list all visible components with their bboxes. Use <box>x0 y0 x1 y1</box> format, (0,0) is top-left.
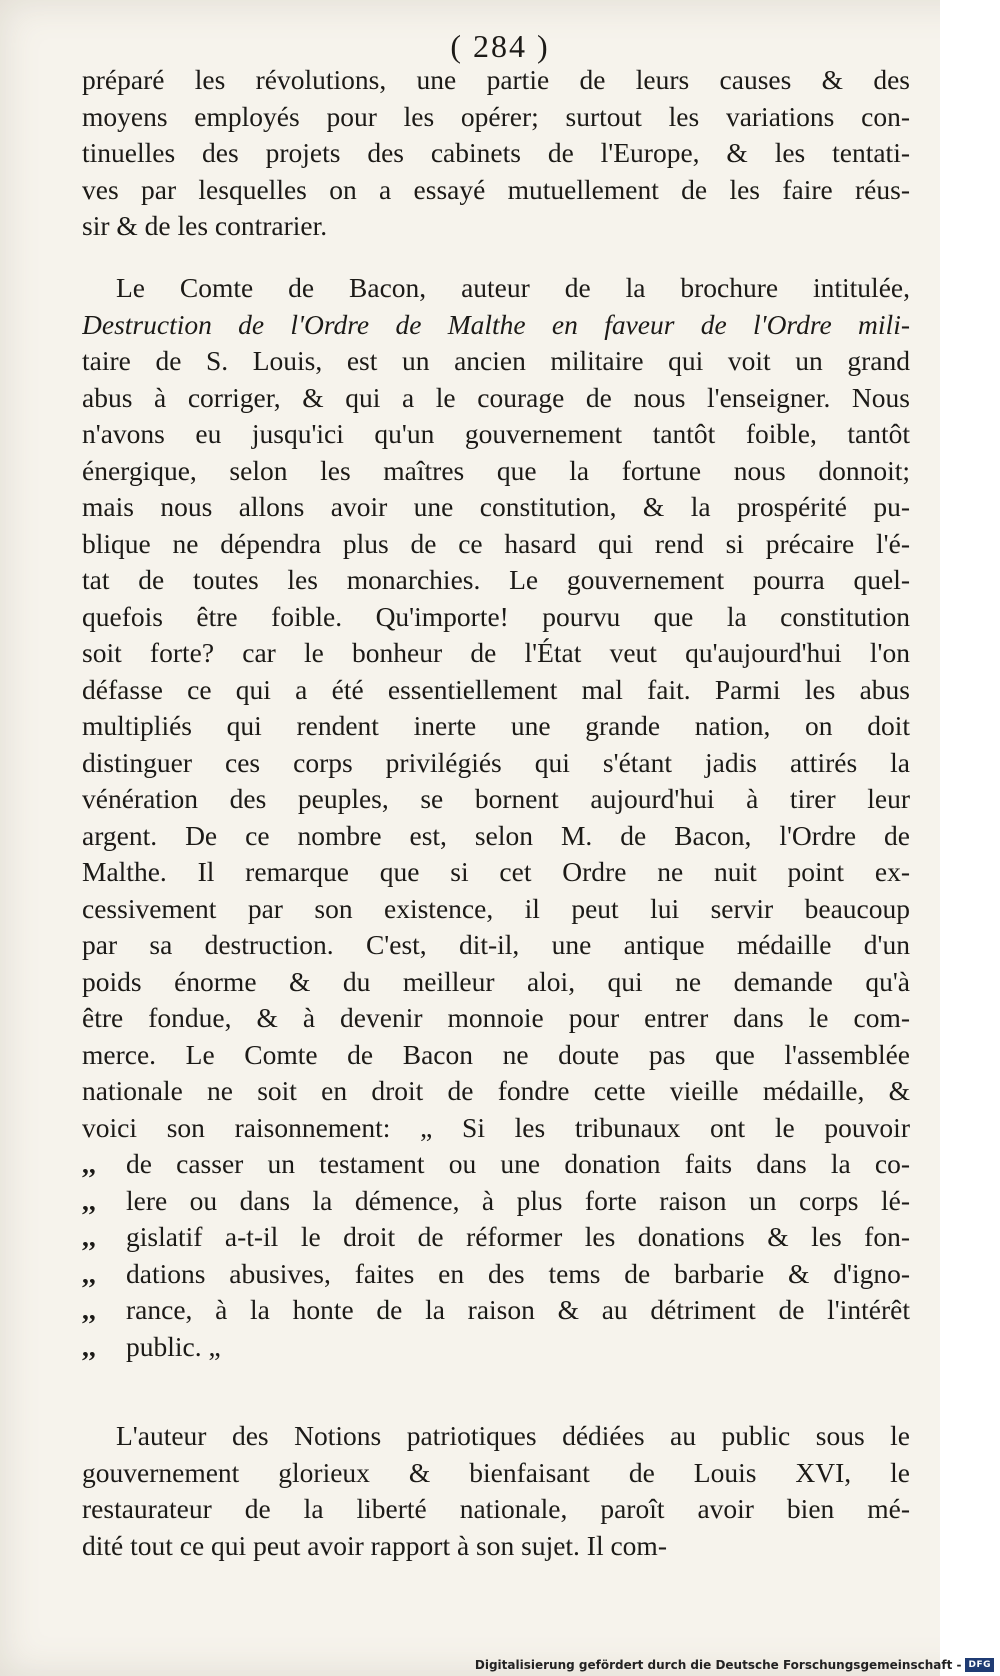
text-line: cessivement par son existence, il peut lui servir beaucoup <box>82 892 910 924</box>
dfg-logo-icon: DFG <box>965 1658 994 1672</box>
quoted-line <box>82 1146 910 1183</box>
text-line: L'auteur des Notions patriotiques dédiées au public sous le <box>116 1420 910 1451</box>
text-line: moyens employés pour les opérer; surtout les variations con- <box>82 100 910 132</box>
text-line: poids énorme & du meilleur aloi, qui ne demande qu'à <box>82 965 910 997</box>
quote-mark: ,, <box>82 1184 96 1216</box>
digitization-credit <box>475 1658 994 1672</box>
text-line: multipliés qui rendent inerte une grande nation, on doit <box>82 710 910 741</box>
quoted-text: public. „ <box>126 1330 221 1362</box>
quoted-line <box>82 1292 910 1329</box>
text-line: merce. Le Comte de Bacon ne doute pas que l'assemblée <box>82 1038 910 1070</box>
text-line: mais nous allons avoir une constitution, & la prospérité pu- <box>82 491 910 522</box>
text-line: distinguer ces corps privilégiés qui s'étant jadis attirés la <box>82 746 910 778</box>
text-line: être fondue, & à devenir monnoie pour entrer dans le com- <box>82 1002 910 1033</box>
text-line: sir & de les contrarier. <box>82 210 328 241</box>
quoted-text: rance, à la honte de la raison & au détriment de l'intérêt <box>126 1294 910 1325</box>
quote-mark: ,, <box>82 1257 96 1289</box>
text-line: défasse ce qui a été essentiellement mal fait. Parmi les abus <box>82 673 910 705</box>
text-line: abus à corriger, & qui a le courage de nous l'enseigner. Nous <box>82 381 910 413</box>
quote-mark: ,, <box>82 1221 96 1252</box>
quote-mark: ,, <box>82 1294 96 1325</box>
text-line: argent. De ce nombre est, selon M. de Bacon, l'Ordre de <box>82 819 910 851</box>
quoted-line <box>82 1219 910 1256</box>
text-line: n'avons eu jusqu'ici qu'un gouvernement tantôt foible, tantôt <box>82 418 910 449</box>
paragraph-3 <box>82 1418 910 1564</box>
text-line: gouvernement glorieux & bienfaisant de Louis XVI, le <box>82 1456 910 1488</box>
quote-mark: ,, <box>82 1330 96 1362</box>
text-line: énergique, selon les maîtres que la fortune nous donnoit; <box>82 454 910 486</box>
quoted-line <box>82 1183 910 1220</box>
text-line: taire de S. Louis, est un ancien militaire qui voit un grand <box>82 345 910 376</box>
text-line: blique ne dépendra plus de ce hasard qui rend si précaire l'é- <box>82 527 910 559</box>
quoted-text: gislatif a-t-il le droit de réformer les donations & les fon- <box>126 1221 910 1252</box>
text-line: soit forte? car le bonheur de l'État veut qu'aujourd'hui l'on <box>82 637 910 668</box>
text-line: Destruction de l'Ordre de Malthe en faveur de l'Ordre mili- <box>82 308 910 340</box>
text-line: quefois être foible. Qu'importe! pourvu que la constitution <box>82 600 910 632</box>
text-line: Le Comte de Bacon, auteur de la brochure intitulée, <box>116 272 910 303</box>
text-line: tat de toutes les monarchies. Le gouvernement pourra quel- <box>82 564 910 595</box>
text-line: nationale ne soit en droit de fondre cette vieille médaille, & <box>82 1075 910 1106</box>
quote-mark: ,, <box>82 1148 96 1179</box>
page-number: ( 284 ) <box>450 28 550 64</box>
credit-text: Digitalisierung gefördert durch die Deutsche Forschungsgemeinschaft - <box>474 1658 962 1672</box>
page-margin <box>940 0 1000 1676</box>
paragraph-1 <box>82 62 910 245</box>
quoted-text: dations abusives, faites en des tems de barbarie & d'igno- <box>126 1257 910 1289</box>
text-line: vénération des peuples, se bornent aujourd'hui à tirer leur <box>82 783 910 814</box>
text-line: voici son raisonnement: „ Si les tribunaux ont le pouvoir <box>82 1111 910 1143</box>
quoted-text: lere ou dans la démence, à plus forte raison un corps lé- <box>126 1184 910 1216</box>
text-line: par sa destruction. C'est, dit-il, une antique médaille d'un <box>82 929 910 960</box>
quoted-line <box>82 1256 910 1293</box>
text-line: dité tout ce qui peut avoir rapport à son sujet. Il com- <box>82 1529 667 1561</box>
paragraph-2 <box>82 270 910 1365</box>
text-line: tinuelles des projets des cabinets de l'Europe, & les tentati- <box>82 137 910 168</box>
text-line: Malthe. Il remarque que si cet Ordre ne nuit point ex- <box>82 856 910 887</box>
quoted-line <box>82 1329 910 1366</box>
text-line: ves par lesquelles on a essayé mutuellement de les faire réus- <box>82 173 910 205</box>
quoted-text: de casser un testament ou une donation faits dans la co- <box>126 1148 910 1179</box>
text-line: restaurateur de la liberté nationale, paroît avoir bien mé- <box>82 1493 910 1524</box>
text-line: préparé les révolutions, une partie de leurs causes & des <box>82 64 910 95</box>
